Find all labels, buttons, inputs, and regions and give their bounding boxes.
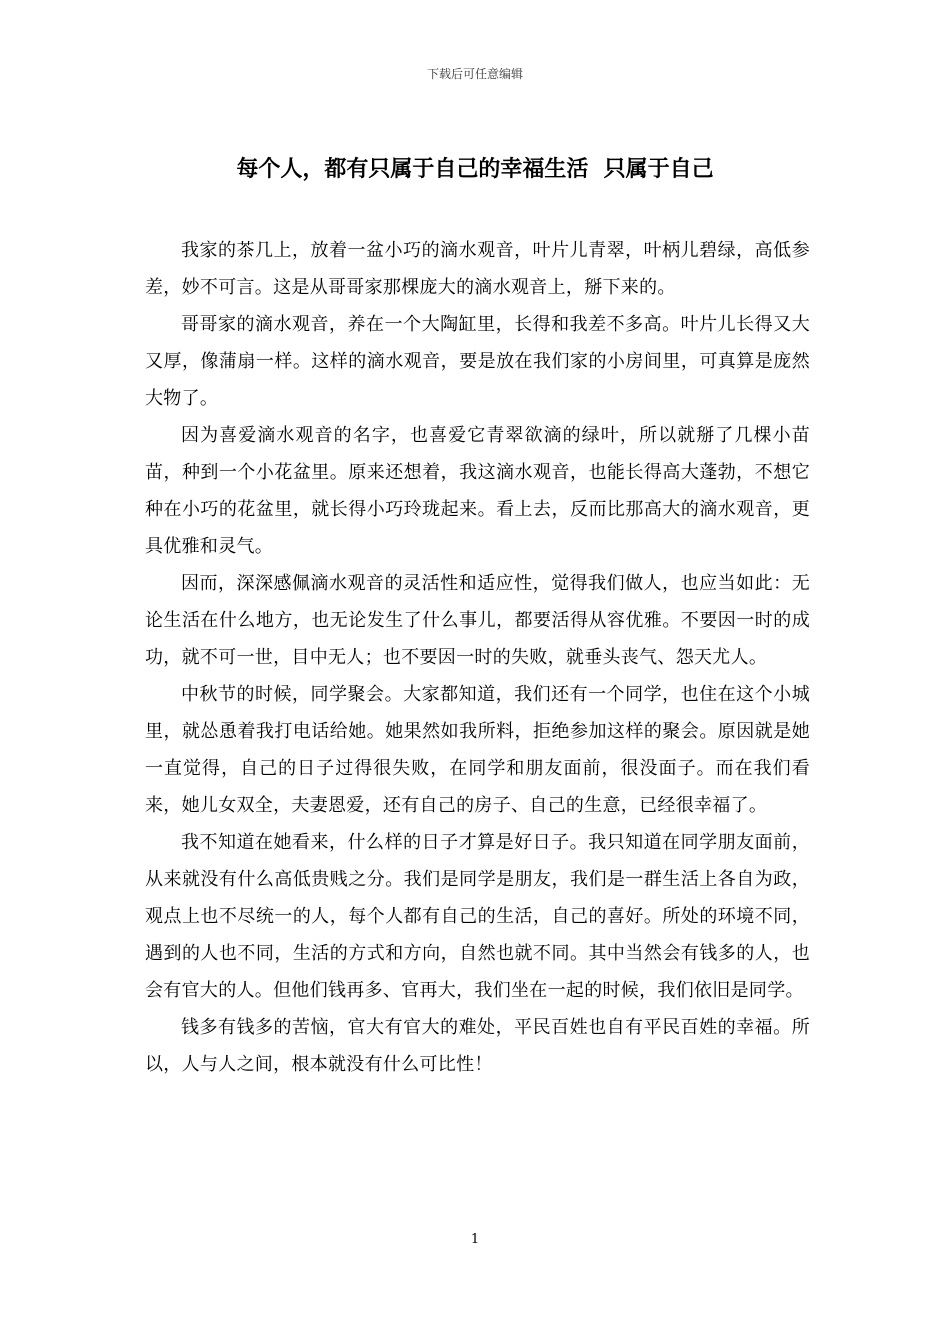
header-note: 下载后可任意编辑 xyxy=(426,67,523,81)
paragraph: 钱多有钱多的苦恼，官大有官大的难处，平民百姓也自有平民百姓的幸福。所以，人与人之间，根本就没有什么可比性！ xyxy=(145,1017,810,1075)
paragraph: 哥哥家的滴水观音，养在一个大陶缸里，长得和我差不多高。叶片儿长得又大又厚，像蒲扇一样。这样的滴水观音，要是放在我们家的小房间里，可真算是庞然大物了。 xyxy=(145,314,810,409)
paragraph: 中秋节的时候，同学聚会。大家都知道，我们还有一个同学，也住在这个小城里，就怂恿着我打电话给她。她果然如我所料，拒绝参加这样的聚会。原因就是她一直觉得，自己的日子过得很失败，在同学和朋友面前，很没面子。而在我们看来，她儿女双全，夫妻恩爱，还有自己的房子、自己的生意，已经很幸福了。 xyxy=(145,684,810,816)
paragraph: 我家的茶几上，放着一盆小巧的滴水观音，叶片儿青翠，叶柄儿碧绿，高低参差，妙不可言。这是从哥哥家那棵庞大的滴水观音上，掰下来的。 xyxy=(145,240,810,298)
document-body xyxy=(145,232,810,1083)
paragraph: 我不知道在她看来，什么样的日子才算是好日子。我只知道在同学朋友面前，从来就没有什么高低贵贱之分。我们是同学是朋友，我们是一群生活上各自为政，观点上也不尽统一的人，每个人都有自己的生活，自己的喜好。所处的环境不同，遇到的人也不同，生活的方式和方向，自然也就不同。其中当然会有钱多的人，也会有官大的人。但他们钱再多、官再大，我们坐在一起的时候，我们依旧是同学。 xyxy=(145,832,810,1001)
paragraph: 因为喜爱滴水观音的名字，也喜爱它青翠欲滴的绿叶，所以就掰了几棵小苗苗，种到一个小花盆里。原来还想着，我这滴水观音，也能长得高大蓬勃，不想它种在小巧的花盆里，就长得小巧玲珑起来。看上去，反而比那高大的滴水观音，更具优雅和灵气。 xyxy=(145,425,810,557)
document-title: 每个人，都有只属于自己的幸福生活 只属于自己 xyxy=(236,157,714,182)
paragraph: 因而，深深感佩滴水观音的灵活性和适应性，觉得我们做人，也应当如此：无论生活在什么地方，也无论发生了什么事儿，都要活得从容优雅。不要因一时的成功，就不可一世，目中无人；也不要因一时的失败，就垂头丧气、怨天尤人。 xyxy=(145,573,810,668)
page-number: 1 xyxy=(470,1232,480,1247)
